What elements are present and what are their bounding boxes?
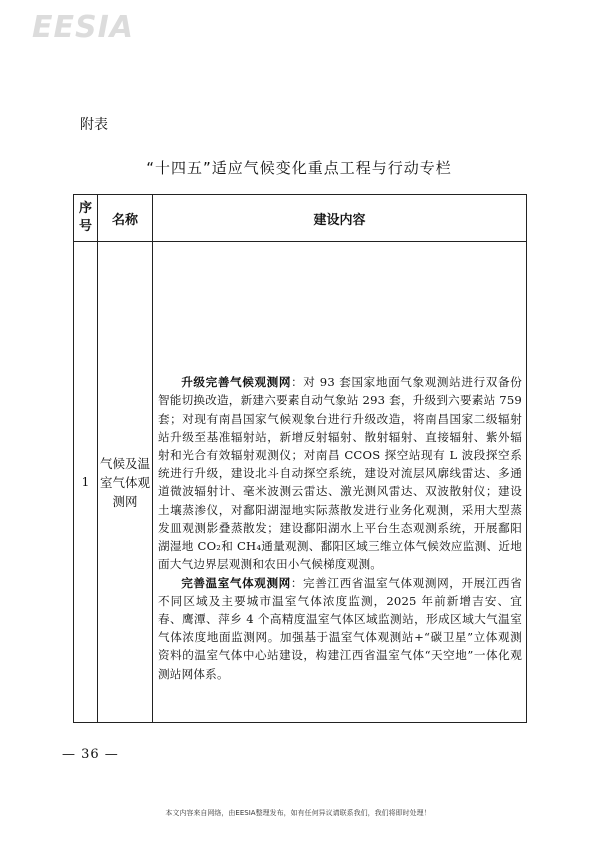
- table-header-row: [74, 195, 527, 242]
- document-title: “十四五”适应气候变化重点工程与行动专栏: [146, 159, 452, 177]
- row-name: 气候及温室气体观测网: [98, 242, 153, 723]
- content-paragraph-ghg: [158, 574, 522, 683]
- page-number: — 36 —: [62, 747, 119, 762]
- header-name: 名称: [98, 195, 153, 242]
- footer-note: 本文内容来自网络，由EESIA整理发布，如有任何异议请联系我们，我们将即时处理！: [165, 809, 431, 817]
- appendix-label: 附表: [80, 117, 108, 133]
- header-content: 建设内容: [153, 195, 527, 242]
- paragraph-heading: 完善温室气体观测网: [181, 575, 291, 590]
- paragraph-text: ：对 93 套国家地面气象观测站进行双备份智能切换改造，新建六要素自动气象站 293 套，升级到六要素站 759 套；对现有南昌国家气候观象台进行升级改造，将南昌国家二级辐射站升级至基准辐射站，新增反射辐射、散射辐射、直接辐射、紫外辐射和光合有效辐射观测仪；对南昌 CCOS 探空站现有 L 波段探空系统进行升级，建设北斗自动探空系统，建设对流层风廓线雷达、多通道微波辐射计、毫米波测云雷达、激光测风雷达、双波散射仪；建设土壤蒸渗仪，对鄱阳湖湿地实际蒸散发进行业务化观测，采用大型蒸发皿观测影叠蒸散发；建设鄱阳湖水上平台生态观测系统，开展鄱阳湖湿地 CO₂和 CH₄通量观测、鄱阳区域三维立体气候效应监测、近地面大气边界层观测和农田小气候梯度观测。: [158, 375, 522, 572]
- eesia-logo: EESIA: [32, 10, 134, 45]
- paragraph-heading: 升级完善气候观测网: [181, 375, 292, 390]
- table-row: [74, 242, 527, 723]
- paragraph-text: ：完善江西省温室气体观测网，开展江西省不同区域及主要城市温室气体浓度监测，2025 年前新增吉安、宜春、鹰潭、萍乡 4 个高精度温室气体区域监测站，形成区域大气温室气体浓度地面监测网。加强基于温室气体观测站+“碳卫星”立体观测资料的温室气体中心站建设，构建江西省温室气体“天空地”一体化观测站网体系。: [158, 575, 522, 681]
- header-index: 序号: [74, 195, 98, 242]
- row-index: 1: [74, 242, 98, 723]
- row-content: [153, 242, 527, 723]
- projects-table: [73, 194, 527, 723]
- content-paragraph-climate: [158, 373, 522, 573]
